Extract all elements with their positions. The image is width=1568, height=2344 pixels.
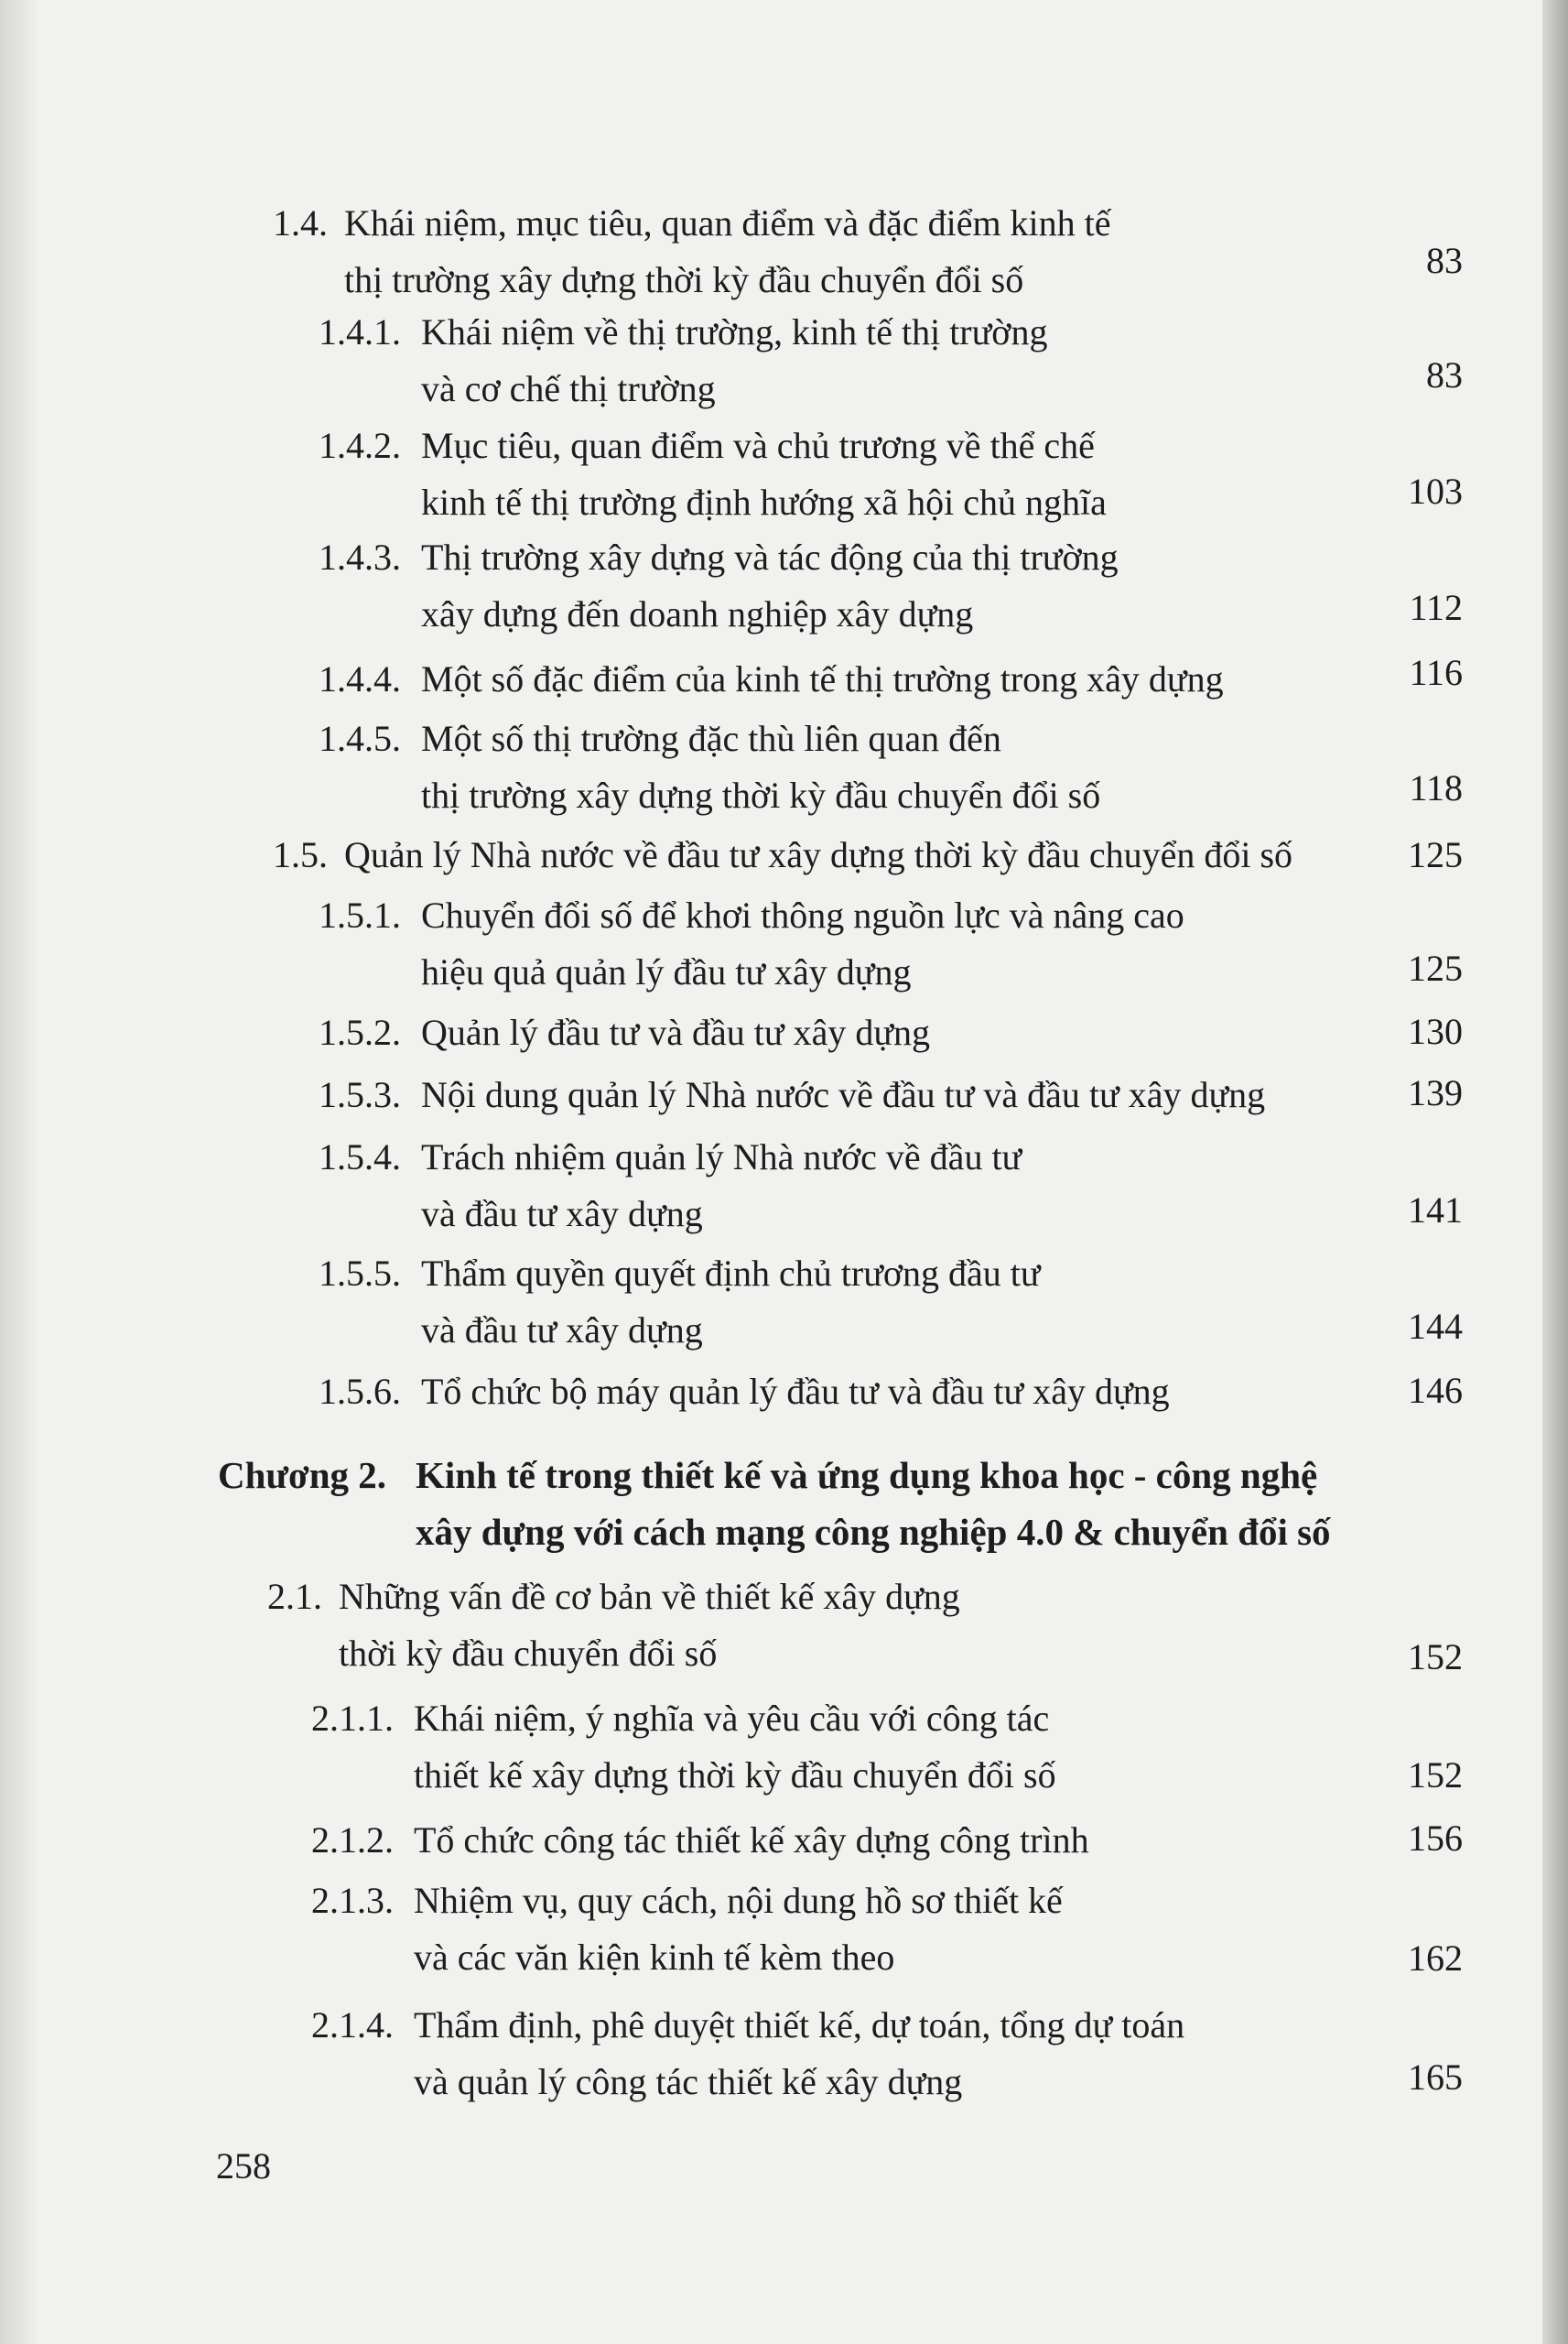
page-ref: 103 [1408,471,1463,512]
title-line: Nhiệm vụ, quy cách, nội dung hồ sơ thiết kế [414,1880,1063,1921]
section-title [414,1690,1056,1804]
page-ref: 130 [1408,1011,1463,1052]
section-number: 1.5.6. [319,1371,401,1412]
page-ref: 116 [1409,652,1463,693]
section-title [421,418,1107,531]
title-line: và cơ chế thị trường [421,368,716,409]
section-title [421,1129,1022,1243]
title-line: thời kỳ đầu chuyển đổi số [339,1633,718,1674]
title-line: Nội dung quản lý Nhà nước về đầu tư và đầu tư xây dựng [421,1074,1266,1115]
section-number: 1.4.3. [319,537,401,578]
page-ref: 165 [1408,2056,1463,2098]
title-line: Trách nhiệm quản lý Nhà nước về đầu tư [421,1136,1022,1177]
section-title [414,1872,1063,1986]
title-line: Một số thị trường đặc thù liên quan đến [421,718,1001,759]
section-title [421,887,1184,1001]
section-title [414,1812,1089,1869]
page-ref: 146 [1408,1370,1463,1411]
section-title [421,1004,930,1061]
page-ref: 83 [1426,354,1463,396]
section-number: 1.4. [273,202,328,244]
section-number: 2.1.4. [311,2004,394,2046]
title-line: và quản lý công tác thiết kế xây dựng [414,2061,963,2102]
title-line: và đầu tư xây dựng [421,1309,703,1351]
section-number: 2.1.1. [311,1698,394,1739]
title-line: thị trường xây dựng thời kỳ đầu chuyển đổi số [421,775,1101,816]
page-ref: 144 [1408,1306,1463,1347]
section-number: 1.5. [273,834,328,875]
section-title [414,1997,1184,2111]
section-title [421,651,1224,708]
page-ref: 141 [1408,1189,1463,1231]
title-line: Khái niệm, mục tiêu, quan điểm và đặc điểm kinh tế [344,202,1111,244]
section-title [421,1067,1265,1123]
section-number: 1.4.5. [319,718,401,759]
title-line: Một số đặc điểm của kinh tế thị trường trong xây dựng [421,658,1224,700]
section-title [421,711,1100,824]
title-line: Khái niệm, ý nghĩa và yêu cầu với công tác [414,1698,1050,1739]
title-line: Khái niệm về thị trường, kinh tế thị trường [421,311,1048,353]
title-line: Thẩm quyền quyết định chủ trương đầu tư [421,1253,1041,1294]
page-ref: 125 [1408,834,1463,875]
title-line: Những vấn đề cơ bản về thiết kế xây dựng [339,1576,960,1617]
section-title [421,1363,1170,1420]
section-title [344,827,1292,884]
page-ref: 152 [1408,1636,1463,1677]
title-line: và đầu tư xây dựng [421,1193,703,1234]
title-line: Tổ chức bộ máy quản lý đầu tư và đầu tư xây dựng [421,1371,1170,1412]
title-line: và các văn kiện kinh tế kèm theo [414,1937,895,1978]
section-number: 1.4.2. [319,425,401,466]
section-number: 2.1.2. [311,1819,394,1861]
title-line: Chuyển đổi số để khơi thông nguồn lực và nâng cao [421,895,1184,936]
chapter-number: Chương 2. [218,1454,387,1496]
section-title [421,304,1047,418]
title-line: hiệu quả quản lý đầu tư xây dựng [421,951,912,993]
section-title [344,195,1111,309]
page-ref: 83 [1426,240,1463,281]
chapter-title [416,1447,1331,1560]
section-title [339,1568,960,1682]
title-line: thiết kế xây dựng thời kỳ đầu chuyển đổi số [414,1754,1056,1796]
title-line: kinh tế thị trường định hướng xã hội chủ nghĩa [421,482,1107,523]
section-number: 1.5.3. [319,1074,401,1115]
title-line: xây dựng đến doanh nghiệp xây dựng [421,593,974,635]
page-ref: 139 [1408,1072,1463,1113]
page-ref: 162 [1408,1937,1463,1979]
section-number: 1.5.1. [319,895,401,936]
title-line: Mục tiêu, quan điểm và chủ trương về thể chế [421,425,1095,466]
title-line: Tổ chức công tác thiết kế xây dựng công trình [414,1819,1089,1861]
title-line: thị trường xây dựng thời kỳ đầu chuyển đổi số [344,259,1024,300]
page-ref: 112 [1409,587,1463,628]
page-ref: 156 [1408,1818,1463,1859]
page-number: 258 [216,2145,271,2187]
title-line: Quản lý đầu tư và đầu tư xây dựng [421,1012,931,1053]
section-number: 2.1.3. [311,1880,394,1921]
section-number: 1.5.5. [319,1253,401,1294]
section-number: 1.4.4. [319,658,401,700]
title-line: Thẩm định, phê duyệt thiết kế, dự toán, tổng dự toán [414,2004,1185,2046]
title-line: Thị trường xây dựng và tác động của thị trường [421,537,1119,578]
section-title [421,529,1119,643]
title-line: Kinh tế trong thiết kế và ứng dụng khoa học - công nghệ [416,1454,1318,1496]
title-line: Quản lý Nhà nước về đầu tư xây dựng thời kỳ đầu chuyển đổi số [344,834,1293,875]
section-number: 1.5.4. [319,1136,401,1177]
section-number: 1.5.2. [319,1012,401,1053]
section-number: 2.1. [267,1576,322,1617]
section-number: 1.4.1. [319,311,401,353]
page-ref: 118 [1409,767,1463,808]
page-ref: 125 [1408,948,1463,989]
title-line: xây dựng với cách mạng công nghiệp 4.0 & chuyển đổi số [416,1511,1331,1553]
section-title [421,1245,1041,1359]
page-ref: 152 [1408,1754,1463,1796]
